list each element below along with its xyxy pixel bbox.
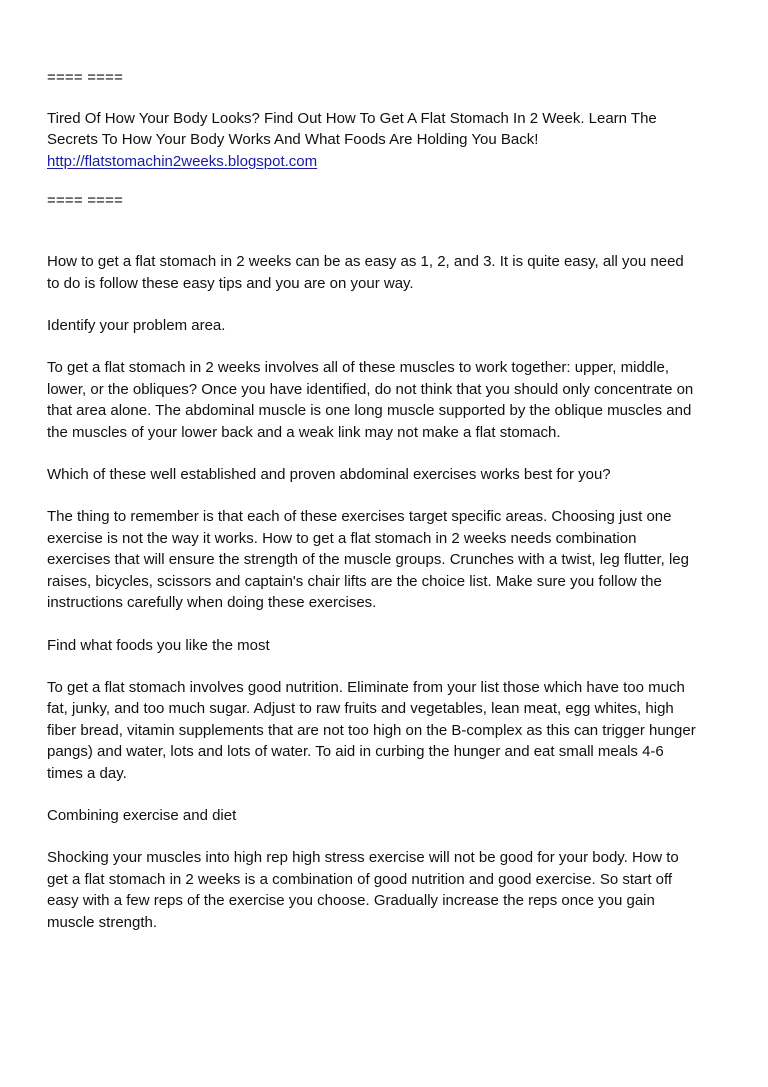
promo-link[interactable]: http://flatstomachin2weeks.blogspot.com — [47, 152, 318, 170]
separator-top: ==== ==== — [47, 69, 124, 86]
paragraph-line: lower, or the obliques? Once you have identified, do not think that you should only concentrate on — [47, 380, 694, 398]
promo-line-1: Tired Of How Your Body Looks? Find Out How To Get A Flat Stomach In 2 Week. Learn The — [47, 110, 657, 127]
heading-line: Identify your problem area. — [47, 317, 226, 335]
section-heading — [47, 464, 724, 485]
paragraph-line: fiber bread, vitamin supplements that are not too high on the B-complex as this can trigger hunger — [47, 721, 696, 739]
section-heading — [47, 315, 724, 336]
article-body — [47, 251, 724, 933]
paragraph-line: Shocking your muscles into high rep high stress exercise will not be good for your body. How to — [47, 849, 679, 867]
paragraph-line: easy with a few reps of the exercise you choose. Gradually increase the reps once you gain — [47, 892, 655, 910]
section-heading — [47, 805, 724, 826]
heading-line: Which of these well established and proven abdominal exercises works best for you? — [47, 466, 611, 484]
paragraph-line: fat, junky, and too much sugar. Adjust to raw fruits and vegetables, lean meat, egg whites, high — [47, 700, 674, 718]
heading-line: Find what foods you like the most — [47, 636, 270, 654]
paragraph — [47, 357, 724, 443]
paragraph-line: get a flat stomach in 2 weeks is a combination of good nutrition and good exercise. So start off — [47, 870, 673, 888]
paragraph-line: instructions carefully when doing these exercises. — [47, 594, 377, 612]
paragraph — [47, 506, 724, 613]
paragraph-line: pangs) and water, lots and lots of water. To aid in curbing the hunger and eat small meals 4-6 — [47, 743, 664, 761]
section-heading — [47, 635, 724, 656]
paragraph-line: To get a flat stomach in 2 weeks involves all of these muscles to work together: upper, middle, — [47, 359, 669, 377]
paragraph-line: muscle strength. — [47, 913, 158, 931]
paragraph — [47, 251, 724, 294]
paragraph — [47, 847, 724, 933]
promo-line-2: Secrets To How Your Body Works And What Foods Are Holding You Back! — [47, 131, 539, 149]
paragraph — [47, 677, 724, 784]
promo-block — [47, 108, 724, 172]
paragraph-line: The thing to remember is that each of these exercises target specific areas. Choosing just one — [47, 508, 672, 526]
paragraph-line: to do is follow these easy tips and you are on your way. — [47, 274, 414, 292]
paragraph-line: times a day. — [47, 764, 127, 782]
paragraph-line: exercise is not the way it works. How to get a flat stomach in 2 weeks needs combination — [47, 529, 637, 547]
paragraph-line: the muscles of your lower back and a weak link may not make a flat stomach. — [47, 423, 561, 441]
heading-line: Combining exercise and diet — [47, 806, 237, 824]
paragraph-line: How to get a flat stomach in 2 weeks can be as easy as 1, 2, and 3. It is quite easy, all you need — [47, 253, 684, 271]
paragraph-line: that area alone. The abdominal muscle is one long muscle supported by the oblique muscles and — [47, 402, 692, 420]
paragraph-line: raises, bicycles, scissors and captain's chair lifts are the choice list. Make sure you follow the — [47, 572, 662, 590]
paragraph-line: To get a flat stomach involves good nutrition. Eliminate from your list those which have too much — [47, 678, 685, 696]
separator-bottom: ==== ==== — [47, 192, 124, 210]
paragraph-line: exercises that will ensure the strength of the muscle groups. Crunches with a twist, leg flutter, leg — [47, 551, 689, 569]
